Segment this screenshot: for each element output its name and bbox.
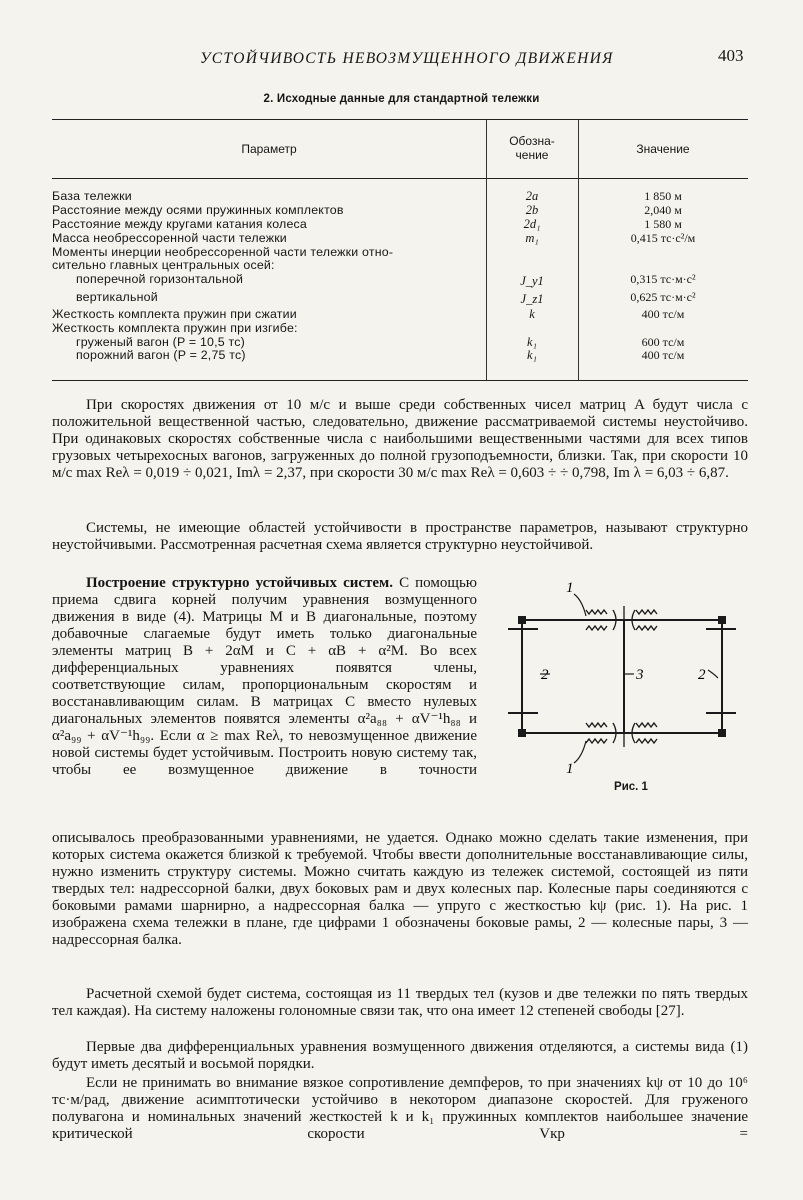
table-row-symbol: k <box>529 307 535 321</box>
table-row-param: Расстояние между осями пружинных комплектов <box>52 203 344 217</box>
bogie-scheme-figure <box>498 580 748 775</box>
figure-caption: Рис. 1 <box>614 781 648 793</box>
table-row-param: порожний вагон (P = 2,75 тс) <box>76 348 246 362</box>
table-row-value: 400 тс/м <box>641 307 685 321</box>
table-row-symbol: 2d₁ <box>523 217 541 231</box>
table-row-value: 1 850 м <box>644 189 682 203</box>
figure-label-side-frame: 1 <box>566 580 574 596</box>
table-row-value: 0,625 тс·м·с² <box>630 290 696 304</box>
table-row-symbol: J_y1 <box>520 274 544 288</box>
table-row-value: 400 тс/м <box>641 348 685 362</box>
running-title: УСТОЙЧИВОСТЬ НЕВОЗМУЩЕННОГО ДВИЖЕНИЯ <box>200 50 614 67</box>
table-row-symbol: J_z1 <box>520 292 544 306</box>
figure-label-wheelset-left: 2 <box>541 667 549 683</box>
table-row-param: Жесткость комплекта пружин при сжатии <box>52 307 297 321</box>
section-title: Построение структурно устойчивых систем. <box>86 575 394 591</box>
paragraph-critical-speed: Если не принимать во внимание вязкое сопротивление демпферов, то при значениях kψ от 10 до 10⁶ тс·м/рад, движение асимптотически устойчиво в некотором диапазоне скоростей. Для груженого полувагона и номинальных значений жесткостей k и k₁ пружинных комплектов наибольшее значение критической скорости Vкр = <box>52 1075 748 1142</box>
paragraph-structural-instability: Системы, не имеющие областей устойчивости в пространстве параметров, называют структурно неустойчивыми. Рассмотренная расчетная схема является структурно неустойчивой. <box>52 520 748 553</box>
table-row-param: вертикальной <box>76 290 158 304</box>
paragraph-calc-scheme: Расчетной схемой будет система, состоящая из 11 твердых тел (кузов и две тележки по пять твердых тел каждая). На систему наложены голономные связи так, что она имеет 12 степеней свободы [27]. <box>52 986 748 1019</box>
table-row-value: 1 580 м <box>644 217 682 231</box>
paragraph-construction-full: описывалось преобразованными уравнениями, не удается. Однако можно сделать такие изменения, при которых система окажется близкой к требуемой. Чтобы ввести дополнительные восстанавливающие силы, нужно изменить структуру системы. Можно считать каждую из тележек системой, состоящей из пяти твердых тел: надрессорной балки, двух боковых рам и двух колесных пар. Колесные пары соединяются с боковыми рамами шарнирно, а надрессорная балка — упруго с жесткостью kψ (рис. 1). На рис. 1 изображена схема тележки в плане, где цифрами 1 обозначены боковые рамы, 2 — колесные пары, 3 — надрессорная балка. <box>52 830 748 948</box>
table-row-symbol: 2b <box>525 203 539 217</box>
table-row-param: Моменты инерции необрессоренной части тележки отно- <box>52 245 394 259</box>
table-bottom-rule <box>52 380 748 381</box>
figure-label-side-frame-bottom: 1 <box>566 761 574 775</box>
table-row-param: сительно главных центральных осей: <box>52 258 275 272</box>
table-row-param: Жесткость комплекта пружин при изгибе: <box>52 321 298 335</box>
table-row-value: 0,415 тс·с²/м <box>630 231 696 245</box>
table-top-rule <box>52 119 748 120</box>
paragraph-eigenvalues: При скоростях движения от 10 м/с и выше среди собственных чисел матриц A будут числа с положительной вещественной частью, следовательно, движение рассматриваемой системы неустойчиво. При одинаковых скоростях собственные числа с наибольшими вещественными частями для всех типов грузовых четырехосных вагонов, загруженных до полной грузоподъемности, близки. Так, при скорости 10 м/с max Reλ = 0,019 ÷ 0,021, Imλ = 2,37, при скорости 30 м/с max Reλ = 0,603 ÷ ÷ 0,798, Im λ = 6,03 ÷ 6,87. <box>52 397 748 481</box>
column-header-value: Значение <box>636 142 690 156</box>
joint-marks <box>518 616 726 737</box>
table-title: 2. Исходные данные для стандартной тележки <box>263 93 540 105</box>
table-row-symbol: k₁ <box>527 335 537 349</box>
paragraph-construction-narrow <box>52 575 477 779</box>
paragraph-construction-text: С помощью приема сдвига корней получим уравнения возмущенного движения в виде (4). Матрицы M и B диагональные, поэтому добавочные слагаемые будут иметь только диагональные элементы матриц B + 2αM и C + αB + α²M. Во всех дифференциальных уравнениях появятся члены, соответствующие силам, пропорциональным скоростям и восстанавливающим силам. В матрицах C вместо нулевых диагональных элементов появятся элементы α²a₈₈ + αV⁻¹h₈₈ и α²a₉₉ + αV⁻¹h₉₉. Если α ≥ max Reλ, то невозмущенное движение новой системы будет устойчивым. Построить новую систему так, чтобы ее возмущенное движение в точности <box>52 575 477 778</box>
table-row-value: 600 тс/м <box>641 335 685 349</box>
table-row-symbol: k₁ <box>527 348 537 362</box>
column-header-symbol: Обозна- чение <box>509 134 555 162</box>
paragraph-equations: Первые два дифференциальных уравнения возмущенного движения отделяются, а системы вида (1) будут иметь десятый и восьмой порядки. <box>52 1039 748 1072</box>
figure-label-wheelset-right: 2 <box>698 667 706 683</box>
figure-label-bolster: 3 <box>636 667 644 683</box>
page-number: 403 <box>718 46 744 65</box>
table-row-value: 2,040 м <box>644 203 682 217</box>
table-row-param: Расстояние между кругами катания колеса <box>52 217 308 231</box>
table-row-param: груженый вагон (P = 10,5 тс) <box>76 335 245 349</box>
table-row-param: Масса необрессоренной части тележки <box>52 231 287 245</box>
table-header-rule <box>52 178 748 179</box>
table-row-param: База тележки <box>52 189 132 203</box>
table-row-value: 0,315 тс·м·с² <box>630 272 696 286</box>
column-header-parameter: Параметр <box>241 142 297 156</box>
table-row-symbol: m₁ <box>525 231 539 245</box>
table-row-symbol: 2a <box>525 189 539 203</box>
table-row-param: поперечной горизонтальной <box>76 272 244 286</box>
